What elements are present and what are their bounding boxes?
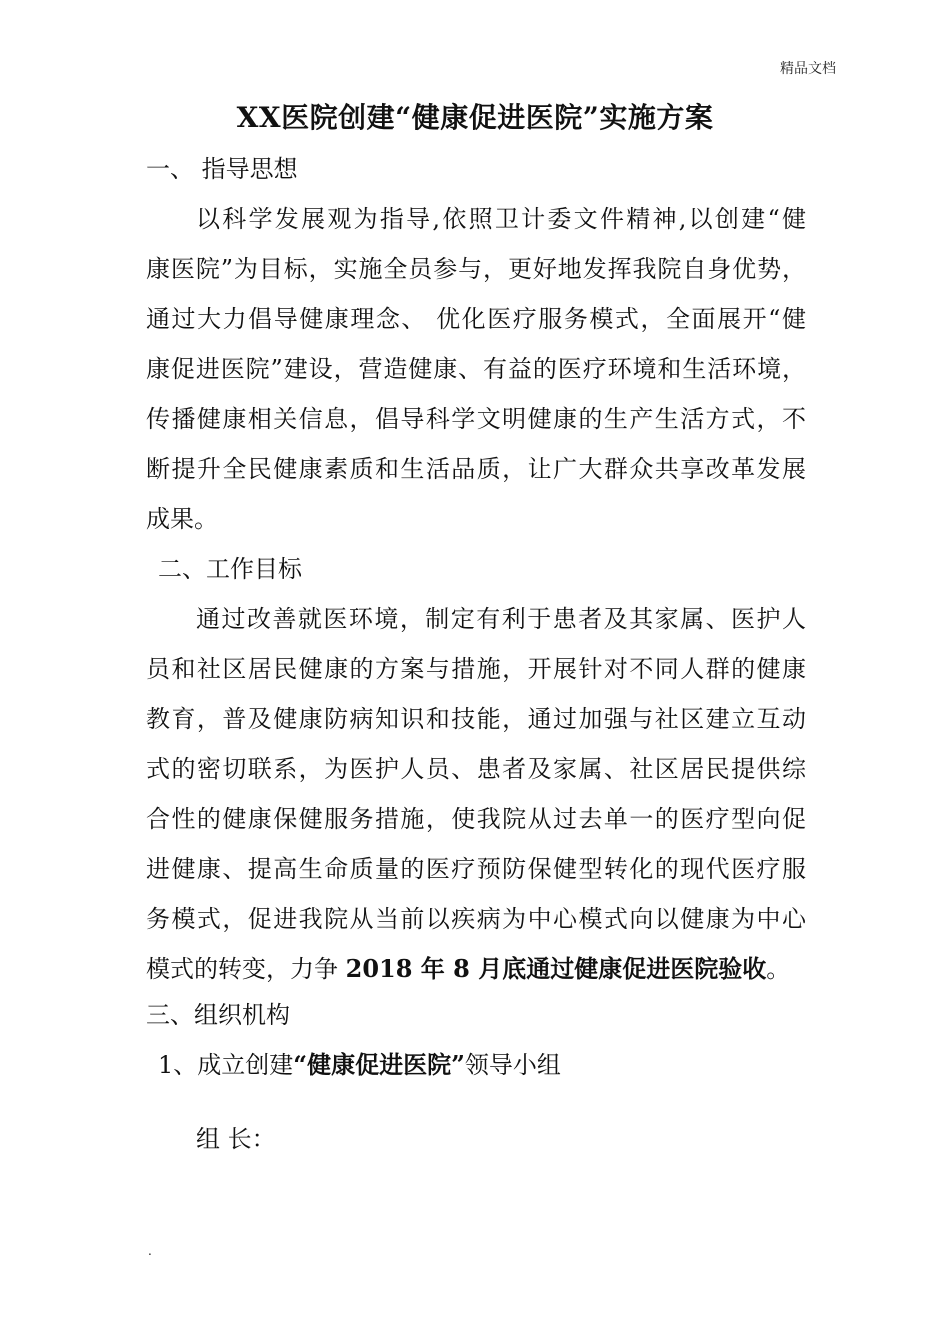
item-bold-name: “健康促进医院” bbox=[293, 1050, 465, 1079]
paragraph-line: 合性的健康保健服务措施，使我院从过去单一的医疗型向促 bbox=[146, 805, 806, 833]
section-heading-work-goals: 二、工作目标 bbox=[158, 555, 302, 583]
deadline-suffix: 。 bbox=[766, 955, 791, 983]
item-prefix: 1、成立创建 bbox=[158, 1051, 294, 1079]
list-item-leading-group bbox=[158, 1050, 818, 1080]
paragraph-line: 断提升全民健康素质和生活品质，让广大群众共享改革发展 bbox=[146, 455, 806, 483]
deadline-prefix: 模式的转变，力争 bbox=[146, 955, 346, 983]
paragraph-line: 通过大力倡导健康理念、 优化医疗服务模式，全面展开“健 bbox=[146, 305, 806, 333]
paragraph-line: 员和社区居民健康的方案与措施，开展针对不同人群的健康 bbox=[146, 655, 806, 683]
item-suffix: 领导小组 bbox=[464, 1051, 561, 1079]
paragraph-line: 教育，普及健康防病知识和技能，通过加强与社区建立互动 bbox=[146, 705, 806, 733]
section-heading-guiding-ideology: 一、 指导思想 bbox=[146, 155, 298, 183]
paragraph-line: 进健康、提高生命质量的医疗预防保健型转化的现代医疗服 bbox=[146, 855, 806, 883]
paragraph-line: 通过改善就医环境，制定有利于患者及其家属、医护人 bbox=[196, 605, 806, 633]
document-title: XX医院创建“健康促进医院”实施方案 bbox=[236, 101, 714, 134]
paragraph-line: 式的密切联系，为医护人员、患者及家属、社区居民提供综 bbox=[146, 755, 806, 783]
paragraph-line: 以科学发展观为指导,依照卫计委文件精神,以创建“健 bbox=[196, 205, 806, 233]
paragraph-line: 成果。 bbox=[146, 505, 218, 533]
leader-label: 组 长： bbox=[196, 1125, 276, 1153]
paragraph-line: 康促进医院”建设，营造健康、有益的医疗环境和生活环境， bbox=[146, 355, 806, 383]
paragraph-line-deadline bbox=[146, 954, 806, 984]
footer-dot: . bbox=[148, 1244, 152, 1258]
paragraph-line: 务模式，促进我院从当前以疾病为中心模式向以健康为中心 bbox=[146, 905, 806, 933]
paragraph-line: 康医院”为目标，实施全员参与，更好地发挥我院自身优势， bbox=[146, 255, 806, 283]
paragraph-line: 传播健康相关信息，倡导科学文明健康的生产生活方式，不 bbox=[146, 405, 806, 433]
deadline-date: 2018 年 8 月底通过健康促进医院验收 bbox=[345, 954, 767, 983]
header-tag: 精品文档 bbox=[780, 61, 836, 77]
section-heading-organization: 三、组织机构 bbox=[146, 1001, 290, 1029]
